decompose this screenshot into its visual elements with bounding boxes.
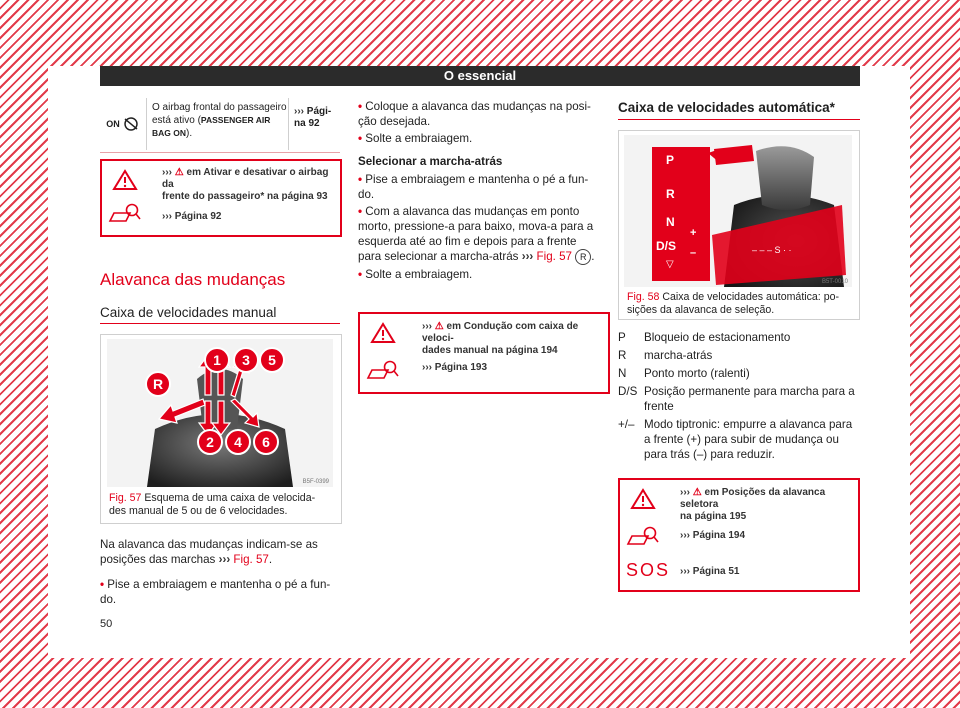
automatic-selector-image [624, 135, 852, 287]
manual-gearshift-image [107, 339, 333, 487]
airbag-description: O airbag frontal do passageiro está ativo (PASSENGER AIR BAG ON). [152, 102, 287, 139]
gear-2-badge: 2 [197, 429, 223, 455]
warning-1-text[interactable]: ››› ⚠ em Ativar e desativar o airbag da frente do passageiro* na página 93 [162, 167, 329, 202]
svg-text:– – – S · ·: – – – S · · [752, 245, 792, 255]
gate-ds-label: D/S [656, 239, 677, 253]
section-subtitle: Caixa de velocidades manual [100, 305, 277, 320]
gate-plus-label: + [690, 227, 697, 239]
fig57-link[interactable]: Fig. 57 [233, 553, 269, 566]
gate-r-label: R [666, 187, 675, 201]
list-item: D/S Posição permanente para marcha para a frente [618, 385, 855, 413]
page-number: 50 [100, 618, 113, 630]
gear-1-badge: 1 [204, 347, 230, 373]
airbag-page-ref[interactable]: ››› Pági- na 92 [294, 106, 332, 129]
warning-box-manual [358, 312, 610, 394]
gear-3-badge: 3 [233, 347, 259, 373]
automatic-title: Caixa de velocidades automática* [618, 100, 835, 115]
fig57-link-2[interactable]: Fig. 57 [536, 250, 572, 263]
reverse-badge: R [575, 249, 591, 265]
middle-text: • Coloque a alavanca das mudanças na posi- ção desejada. • Solte a embraiagem. Selecionar a marcha-atrás • Pise a embraiagem e mantenha o pé a fun- do. • Com a alavanca das mudanças em ponto morto, pressione-a para baixo, mova-a para a esquerda até ao fim e depois para a frente para selecionar a marcha-atrás ››› Fig. 57 R . • Solte a embraiagem. [358, 99, 608, 282]
list-item: N Ponto morto (ralenti) [618, 367, 750, 380]
gear-4-badge: 4 [225, 429, 251, 455]
list-item: +/– Modo tiptronic: empurre a alavanca para a frente (+) para subir de mudança ou para trás (–) para reduzir. [618, 418, 853, 461]
reverse-heading: Selecionar a marcha-atrás [358, 155, 503, 168]
gear-5-badge: 5 [259, 347, 285, 373]
list-item: P Bloqueio de estacionamento [618, 331, 791, 344]
airbag-on-label: ON [106, 119, 120, 129]
figure-58-code: B5T-0010 [821, 279, 848, 285]
figure-57-caption: Fig. 57 Esquema de uma caixa de velocida- des manual de 5 ou de 6 velocidades. [109, 492, 316, 517]
page-header: O essencial [100, 66, 860, 86]
gate-n-label: N [666, 215, 675, 229]
selector-positions-list [618, 330, 862, 462]
section-title: Alavanca das mudanças [100, 270, 286, 289]
warning-triangle-icon [370, 322, 396, 344]
warning-box-automatic [618, 478, 860, 592]
figure-58 [618, 130, 860, 320]
note-search-icon [626, 524, 660, 548]
list-item: R marcha-atrás [618, 349, 713, 362]
gate-p-label: P [666, 153, 675, 167]
warning-3-text[interactable]: ››› ⚠ em Posições da alavanca seletora na página 195 [680, 487, 826, 522]
gear-6-badge: 6 [253, 429, 279, 455]
note-search-icon [366, 358, 400, 382]
airbag-table [100, 98, 340, 150]
left-paragraph: Na alavanca das mudanças indicam-se as posições das marchas ››› Fig. 57. [100, 538, 318, 566]
warning-3-ref-2[interactable]: ››› Página 51 [680, 566, 740, 577]
warning-1-ref[interactable]: ››› Página 92 [162, 211, 222, 222]
warning-triangle-icon [112, 169, 138, 191]
gate-minus-label: – [690, 247, 697, 259]
figure-58-caption: Fig. 58 Caixa de velocidades automática: po- sições da alavanca de seleção. [627, 291, 840, 316]
warning-3-ref-1[interactable]: ››› Página 194 [680, 530, 746, 541]
figure-57 [100, 334, 342, 524]
warning-triangle-icon [630, 488, 656, 510]
left-bullet: • Pise a embraiagem e mantenha o pé a fun- do. [100, 578, 331, 606]
warning-2-text[interactable]: ››› ⚠ em Condução com caixa de veloci- dades manual na página 194 [422, 321, 579, 356]
warning-2-ref[interactable]: ››› Página 193 [422, 362, 488, 373]
warning-box-airbag [100, 159, 342, 237]
gate-down-icon: ▽ [666, 259, 674, 270]
figure-57-code: B5F-0399 [302, 479, 329, 485]
airbag-icon [100, 98, 146, 150]
sos-icon: SOS [626, 560, 671, 580]
gear-r-badge: R [145, 371, 171, 397]
note-search-icon [108, 201, 142, 225]
